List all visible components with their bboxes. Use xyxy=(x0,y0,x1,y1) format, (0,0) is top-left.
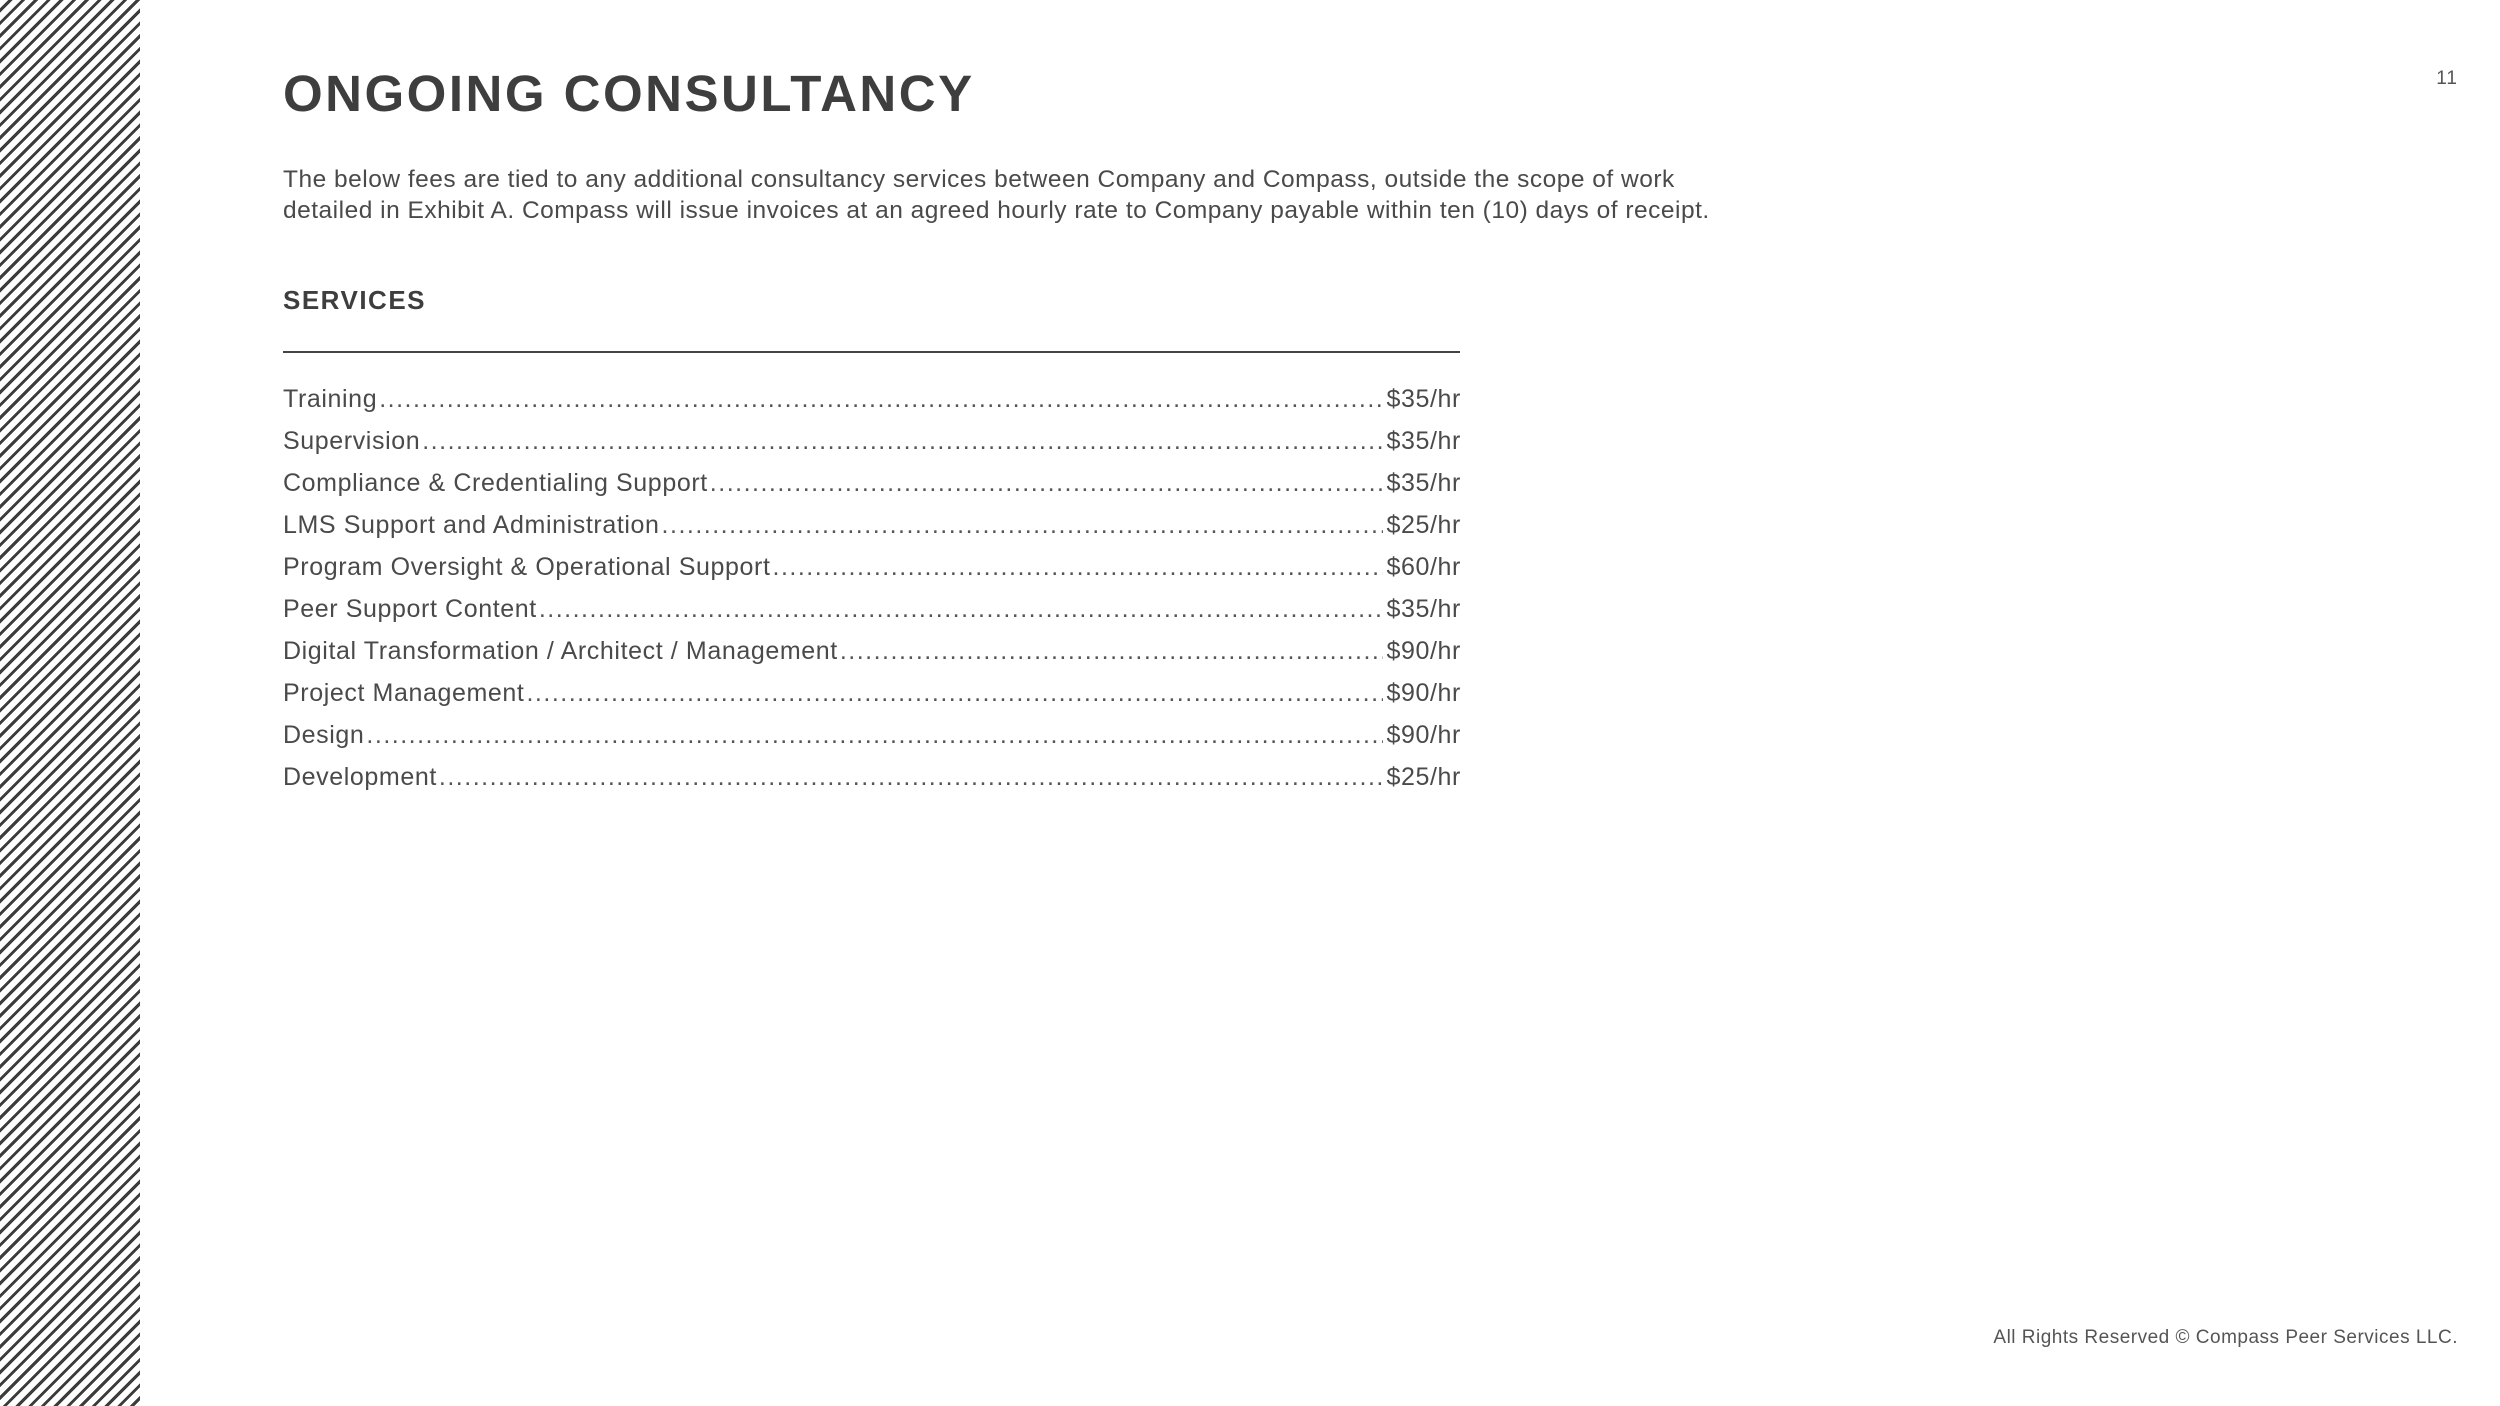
intro-line-2: detailed in Exhibit A. Compass will issue invoices at an agreed hourly rate to Company payable within ten (10) days of receipt. xyxy=(283,197,1710,224)
dot-leader xyxy=(526,679,1382,708)
service-name: Program Oversight & Operational Support xyxy=(283,553,771,581)
copyright-footer: All Rights Reserved © Compass Peer Services LLC. xyxy=(1993,1327,2458,1348)
service-name: Supervision xyxy=(283,427,421,455)
service-row xyxy=(283,721,1461,763)
services-list xyxy=(283,385,1461,805)
service-name: Training xyxy=(283,385,378,413)
service-name: LMS Support and Administration xyxy=(283,511,660,539)
service-row xyxy=(283,595,1461,637)
page-number: 11 xyxy=(2436,68,2458,89)
service-row xyxy=(283,511,1461,553)
service-name: Development xyxy=(283,763,437,791)
service-rate: $90/hr xyxy=(1386,721,1461,749)
service-row xyxy=(283,679,1461,721)
service-name: Digital Transformation / Architect / Management xyxy=(283,637,838,665)
service-row xyxy=(283,553,1461,595)
dot-leader xyxy=(539,595,1383,624)
page-title: ONGOING CONSULTANCY xyxy=(283,65,975,122)
dot-leader xyxy=(366,721,1382,750)
service-rate: $35/hr xyxy=(1386,595,1461,623)
service-rate: $25/hr xyxy=(1386,763,1461,791)
service-rate: $25/hr xyxy=(1386,511,1461,539)
service-rate: $90/hr xyxy=(1386,679,1461,707)
service-name: Project Management xyxy=(283,679,525,707)
service-rate: $35/hr xyxy=(1386,469,1461,497)
service-row xyxy=(283,637,1461,679)
service-name: Design xyxy=(283,721,365,749)
section-divider xyxy=(283,351,1460,353)
services-heading: SERVICES xyxy=(283,285,427,315)
service-row xyxy=(283,469,1461,511)
service-row xyxy=(283,763,1461,805)
service-rate: $90/hr xyxy=(1386,637,1461,665)
dot-leader xyxy=(840,637,1383,666)
dot-leader xyxy=(773,553,1383,582)
service-rate: $60/hr xyxy=(1386,553,1461,581)
intro-line-1: The below fees are tied to any additional consultancy services between Company and Compass, outside the scope of work xyxy=(283,166,1675,193)
dot-leader xyxy=(710,469,1383,498)
service-row xyxy=(283,427,1461,469)
dot-leader xyxy=(422,427,1382,456)
decorative-stripe-panel xyxy=(0,0,140,1406)
service-name: Compliance & Credentialing Support xyxy=(283,469,708,497)
service-rate: $35/hr xyxy=(1386,385,1461,413)
service-rate: $35/hr xyxy=(1386,427,1461,455)
service-name: Peer Support Content xyxy=(283,595,537,623)
intro-paragraph xyxy=(283,164,1783,226)
service-row xyxy=(283,385,1461,427)
dot-leader xyxy=(662,511,1383,540)
dot-leader xyxy=(439,763,1383,792)
dot-leader xyxy=(379,385,1382,414)
